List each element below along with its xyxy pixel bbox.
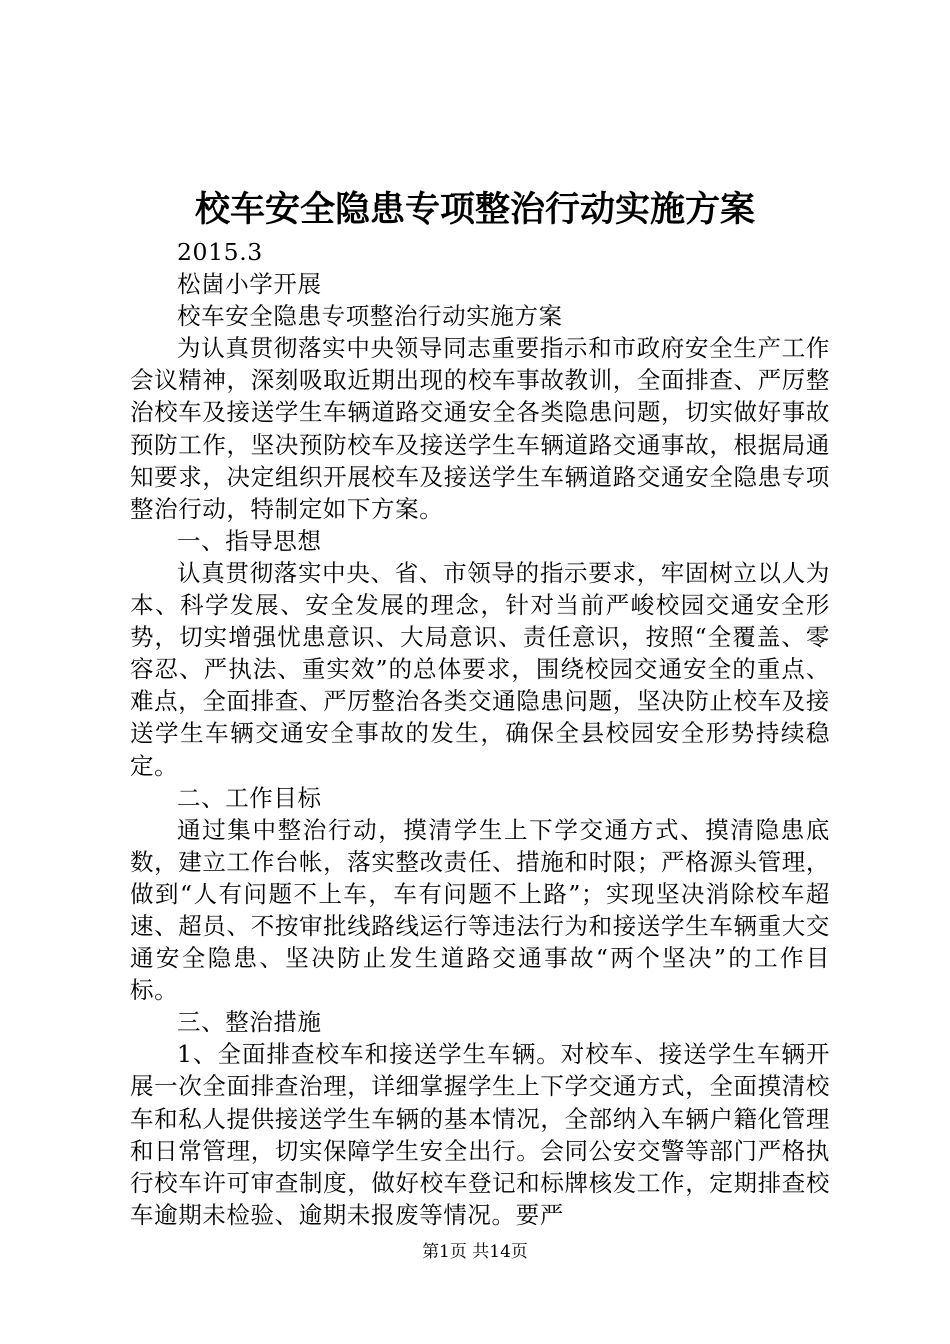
document-body	[130, 236, 830, 1231]
organization-line: 松崮小学开展	[177, 270, 322, 299]
section-1-paragraph: 认真贯彻落实中央、省、市领导的指示要求，牢固树立以人为本、科学发展、安全发展的理念，针对当前严峻校园交通安全形势，切实增强忧患意识、大局意识、责任意识，按照“全覆盖、零容忍、严执法、重实效”的总体要求，围绕校园交通安全的重点、难点，全面排查、严厉整治各类交通隐患问题，坚决防止校车及接送学生车辆交通安全事故的发生，确保全县校园安全形势持续稳定。	[130, 558, 830, 780]
document-date: 2015.3	[177, 238, 263, 266]
section-1-heading: 一、指导思想	[177, 526, 322, 555]
section-3-item-1: 1、全面排查校车和接送学生车辆。对校车、接送学生车辆开展一次全面排查治理，详细掌握学生上下学交通方式，全面摸清校车和私人提供接送学生车辆的基本情况，全部纳入车辆户籍化管理和日常管理，切实保障学生安全出行。会同公安交警等部门严格执行校车许可审查制度，做好校车登记和标牌核发工作，定期排查校车逾期未检验、逾期未报废等情况。要严	[130, 1040, 830, 1229]
section-2-heading: 二、工作目标	[177, 783, 322, 812]
document-subtitle: 校车安全隐患专项整治行动实施方案	[177, 302, 563, 331]
section-3-heading: 三、整治措施	[177, 1008, 322, 1037]
intro-paragraph: 为认真贯彻落实中央领导同志重要指示和市政府安全生产工作会议精神，深刻吸取近期出现的校车事故教训，全面排查、严厉整治校车及接送学生车辆道路交通安全各类隐患问题，切实做好事故预防工作，坚决预防校车及接送学生车辆道路交通事故，根据局通知要求，决定组织开展校车及接送学生车辆道路交通安全隐患专项整治行动，特制定如下方案。	[130, 334, 830, 523]
page-footer: 第1页 共14页	[422, 1242, 528, 1262]
document-title: 校车安全隐患专项整治行动实施方案	[194, 189, 755, 230]
section-2-paragraph: 通过集中整治行动，摸清学生上下学交通方式、摸清隐患底数，建立工作台帐，落实整改责任、措施和时限；严格源头管理，做到“人有问题不上车，车有问题不上路”；实现坚决消除校车超速、超员、不按审批线路线运行等违法行为和接送学生车辆重大交通安全隐患、坚决防止发生道路交通事故“两个坚决”的工作目标。	[130, 815, 830, 1005]
